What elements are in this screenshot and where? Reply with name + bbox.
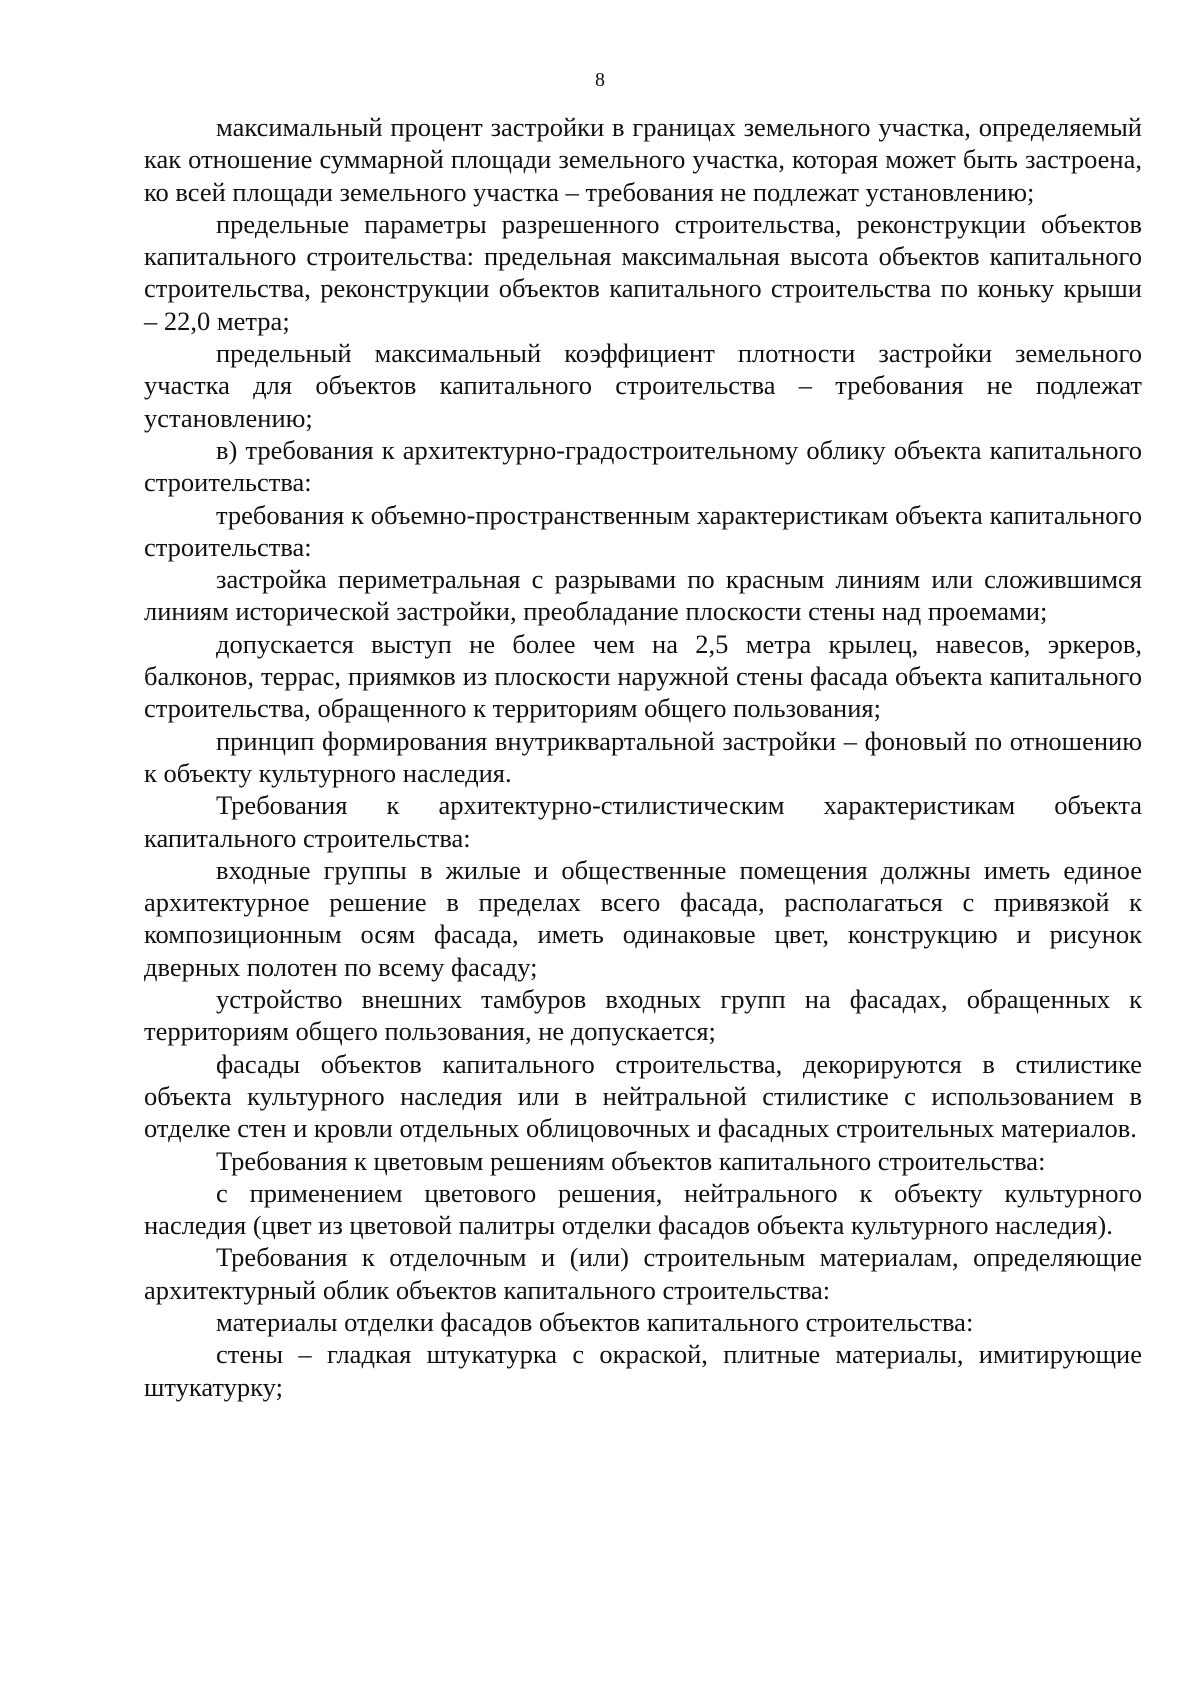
paragraph-entrance-groups: входные группы в жилые и общественные помещения должны иметь единое архитектурное решение в пределах всего фасада, располагаться с привязкой к композиционным осям фасада, иметь одинаковые цвет, конструкцию и рисунок дверных полотен по всему фасаду;	[144, 854, 1142, 982]
paragraph-construction-parameters: предельные параметры разрешенного строительства, реконструкции объектов капитального строительства: предельная максимальная высота объектов капитального строительства, реконструкции объектов капитального строительства по коньку крыши – 22,0 метра;	[144, 208, 1142, 336]
paragraph-max-building-percentage: максимальный процент застройки в границах земельного участка, определяемый как отношение суммарной площади земельного участка, которая может быть застроена, ко всей площади земельного участка – требования не подлежат установлению;	[144, 112, 1142, 207]
paragraph-density-coefficient: предельный максимальный коэффициент плотности застройки земельного участка для объектов капитального строительства – требования не подлежат установлению;	[144, 338, 1142, 433]
paragraph-stylistic-characteristics-heading: Требования к архитектурно-стилистическим характеристикам объекта капитального строительства:	[144, 790, 1142, 853]
paragraph-vestibules: устройство внешних тамбуров входных групп на фасадах, обращенных к территориям общего пользования, не допускается;	[144, 984, 1142, 1047]
paragraph-walls: стены – гладкая штукатурка с окраской, плитные материалы, имитирующие штукатурку;	[144, 1339, 1142, 1402]
paragraph-color-solution: с применением цветового решения, нейтрального к объекту культурного наследия (цвет из цветовой палитры отделки фасадов объекта культурного наследия).	[144, 1177, 1142, 1241]
paragraph-spatial-characteristics-heading: требования к объемно-пространственным характеристикам объекта капитального строительства:	[144, 499, 1142, 562]
document-body	[144, 111, 1142, 1403]
paragraph-color-requirements-heading: Требования к цветовым решениям объектов капитального строительства:	[216, 1145, 1046, 1176]
paragraph-projection-allowance: допускается выступ не более чем на 2,5 метра крылец, навесов, эркеров, балконов, террас, приямков из плоскости наружной стены фасада объекта капитального строительства, обращенного к территориям общего пользования;	[144, 628, 1142, 724]
paragraph-perimeter-development: застройка периметральная с разрывами по красным линиям или сложившимся линиям исторической застройки, преобладание плоскости стены над проемами;	[144, 564, 1142, 627]
paragraph-materials-requirements-heading: Требования к отделочным и (или) строительным материалам, определяющие архитектурный облик объектов капитального строительства:	[144, 1242, 1142, 1305]
paragraph-architectural-requirements-heading: в) требования к архитектурно-градостроительному облику объекта капитального строительства:	[144, 434, 1142, 498]
paragraph-facade-materials: материалы отделки фасадов объектов капитального строительства:	[216, 1306, 974, 1337]
paragraph-intra-block-principle: принцип формирования внутриквартальной застройки – фоновый по отношению к объекту культурного наследия.	[144, 725, 1142, 788]
page-number: 8	[595, 69, 605, 91]
paragraph-facade-decoration: фасады объектов капитального строительства, декорируются в стилистике объекта культурного наследия или в нейтральной стилистике с использованием в отделке стен и кровли отдельных облицовочных и фасадных строительных материалов.	[144, 1048, 1142, 1144]
